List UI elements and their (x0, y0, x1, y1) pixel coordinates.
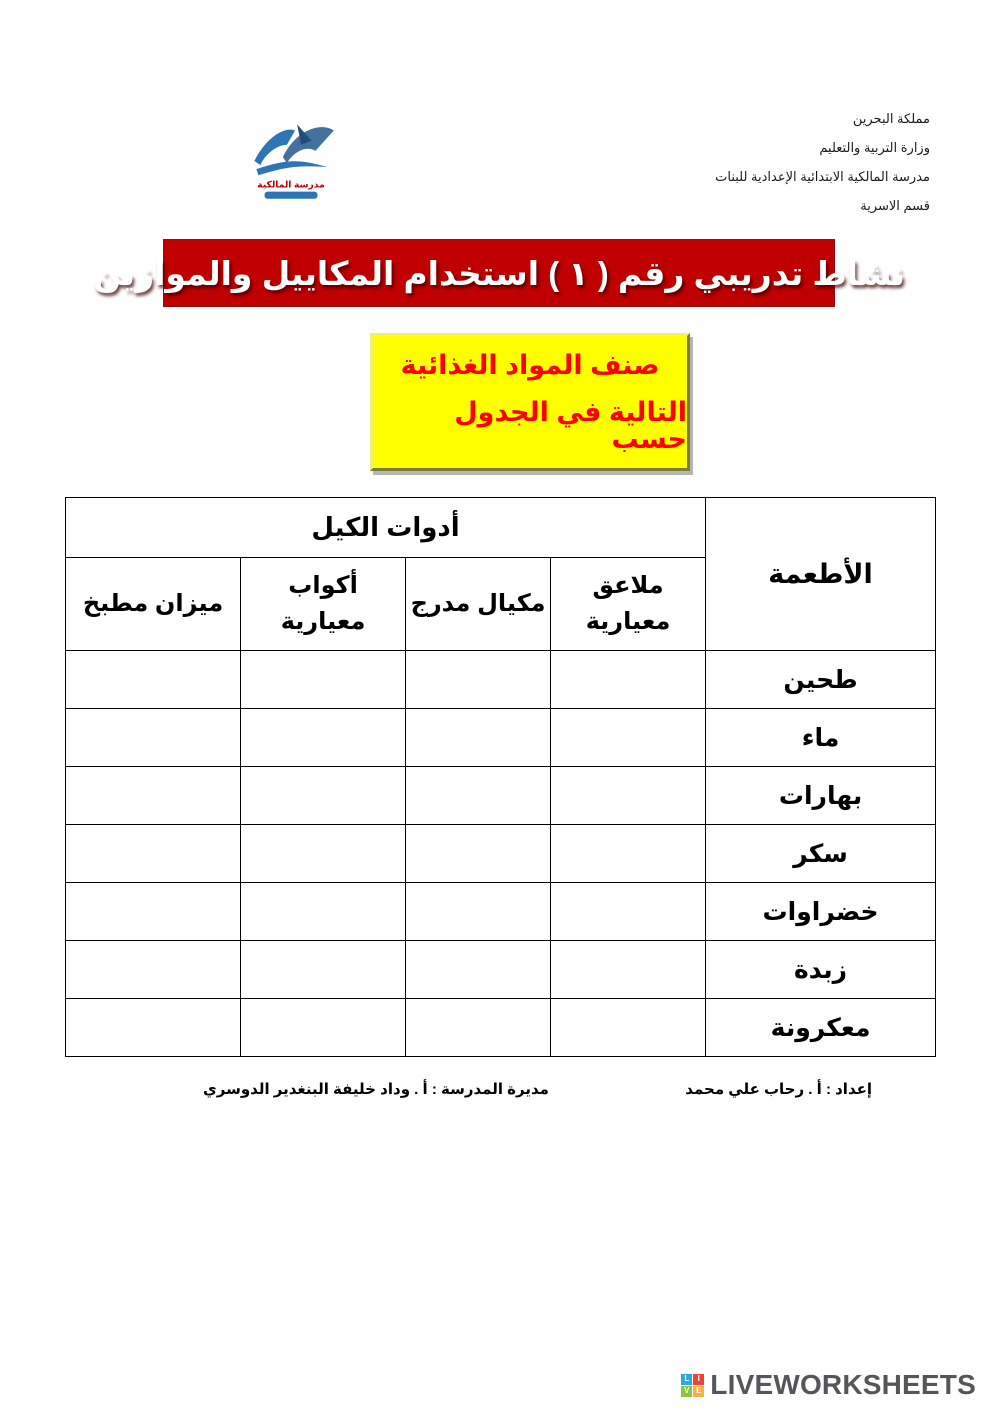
table-row (66, 883, 936, 941)
answer-cell[interactable] (406, 767, 551, 825)
document-header (715, 112, 930, 228)
answer-cell[interactable] (66, 825, 241, 883)
prepared-by-credit: إعداد : أ . رحاب علي محمد (685, 1081, 872, 1098)
food-label-sugar: سكر (706, 825, 936, 883)
instruction-box (370, 333, 690, 471)
table-row (66, 941, 936, 999)
column-header-standard-spoons: ملاعق معيارية (551, 558, 706, 651)
instruction-line-2: التالية في الجدول حسب (454, 396, 687, 454)
school-logo-graphic (236, 114, 346, 204)
answer-cell[interactable] (551, 767, 706, 825)
header-line-school: مدرسة المالكية الابتدائية الإعدادية للبنات (715, 169, 930, 184)
activity-title-banner (92, 239, 906, 307)
answer-cell[interactable] (66, 999, 241, 1057)
instruction-line-1: صنف المواد الغذائية (400, 349, 660, 380)
answer-cell[interactable] (551, 883, 706, 941)
lw-square-e: E (693, 1386, 704, 1397)
answer-cell[interactable] (241, 999, 406, 1057)
answer-cell[interactable] (66, 709, 241, 767)
answer-cell[interactable] (551, 941, 706, 999)
answer-cell[interactable] (406, 651, 551, 709)
column-header-kitchen-scale: ميزان مطبخ (66, 558, 241, 651)
answer-cell[interactable] (406, 999, 551, 1057)
table-row (66, 651, 936, 709)
answer-cell[interactable] (66, 767, 241, 825)
liveworksheets-logo[interactable] (681, 1369, 976, 1401)
column-header-standard-cups: أكواب معيارية (241, 558, 406, 651)
liveworksheets-wordmark: LIVEWORKSHEETS (710, 1369, 976, 1400)
answer-cell[interactable] (241, 709, 406, 767)
answer-cell[interactable] (241, 883, 406, 941)
answer-cell[interactable] (551, 825, 706, 883)
answer-cell[interactable] (551, 999, 706, 1057)
table-row (66, 767, 936, 825)
answer-cell[interactable] (551, 709, 706, 767)
answer-cell[interactable] (406, 883, 551, 941)
header-line-department: قسم الاسرية (860, 198, 930, 213)
food-label-butter: زبدة (706, 941, 936, 999)
lw-square-l: L (681, 1374, 692, 1385)
tools-group-header: أدوات الكيل (66, 498, 706, 558)
answer-cell[interactable] (406, 709, 551, 767)
activity-title: نشاط تدريبي رقم ( ١ ) استخدام المكاييل والموازين (92, 254, 906, 292)
school-logo-caption: مدرسة المالكية (257, 179, 325, 190)
classification-table (65, 497, 936, 1057)
answer-cell[interactable] (66, 941, 241, 999)
food-label-flour: طحين (706, 651, 936, 709)
answer-cell[interactable] (241, 767, 406, 825)
answer-cell[interactable] (406, 825, 551, 883)
answer-cell[interactable] (241, 941, 406, 999)
liveworksheets-grid-icon (681, 1374, 704, 1397)
table-row (66, 999, 936, 1057)
answer-cell[interactable] (406, 941, 551, 999)
header-line-ministry: وزارة التربية والتعليم (819, 140, 930, 155)
foods-column-header: الأطعمة (706, 498, 936, 651)
answer-cell[interactable] (551, 651, 706, 709)
lw-square-i: I (693, 1374, 704, 1385)
table-row (66, 709, 936, 767)
answer-cell[interactable] (241, 825, 406, 883)
food-label-spices: بهارات (706, 767, 936, 825)
header-line-country: مملكة البحرين (852, 111, 930, 126)
food-label-vegetables: خضراوات (706, 883, 936, 941)
principal-credit: مديرة المدرسة : أ . وداد خليفة البنغدير الدوسري (203, 1081, 549, 1098)
food-label-pasta: معكرونة (706, 999, 936, 1057)
school-logo (236, 114, 346, 204)
table-row (66, 825, 936, 883)
column-header-graduated-measure: مكيال مدرج (406, 558, 551, 651)
food-label-water: ماء (706, 709, 936, 767)
answer-cell[interactable] (241, 651, 406, 709)
answer-cell[interactable] (66, 883, 241, 941)
lw-square-v: V (681, 1386, 692, 1397)
answer-cell[interactable] (66, 651, 241, 709)
